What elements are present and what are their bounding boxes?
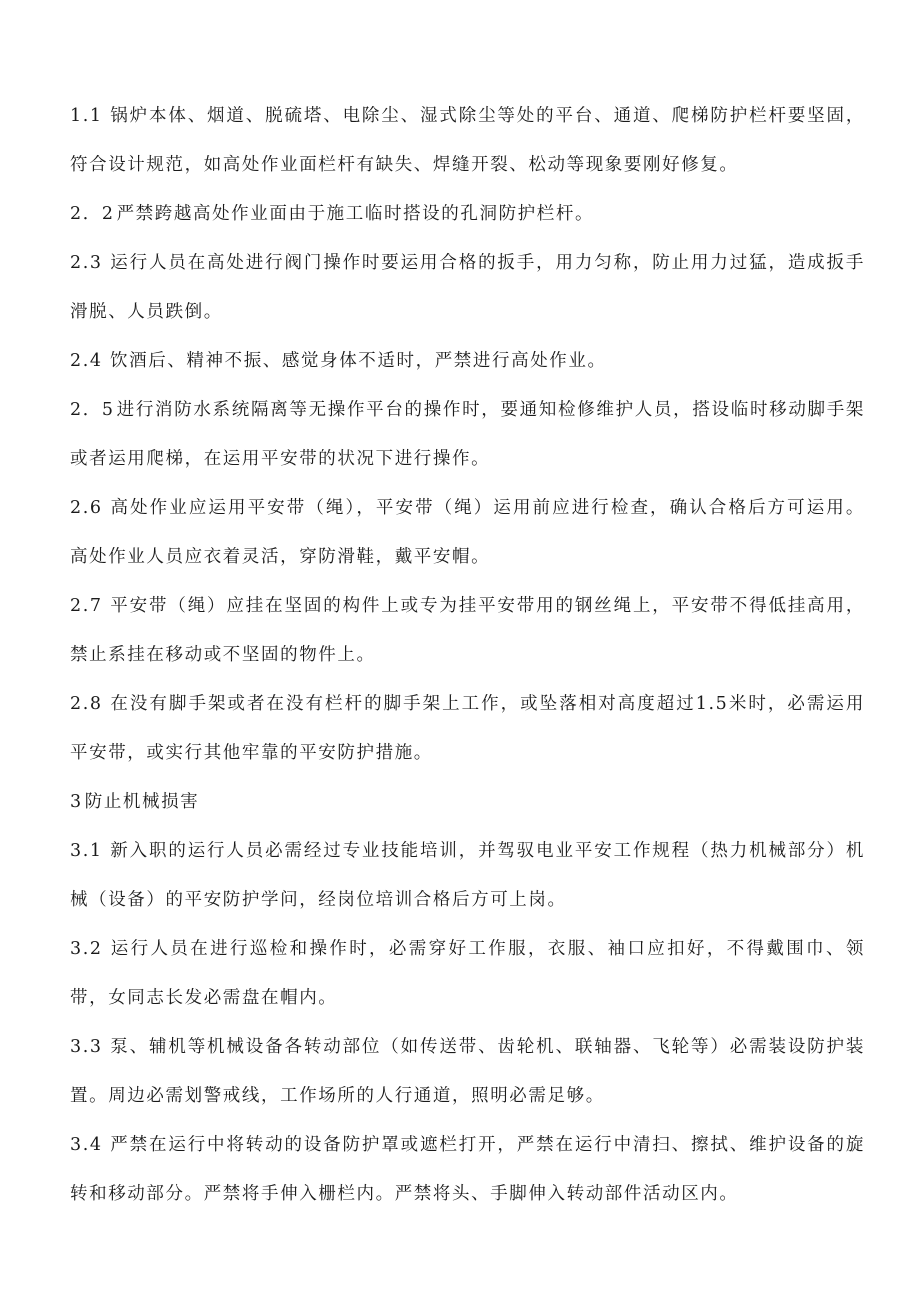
paragraph-text: 饮酒后、精神不振、感觉身体不适时，严禁进行高处作业。: [110, 351, 607, 371]
paragraph-text: 严禁跨越高处作业面由于施工临时搭设的孔洞防护栏杆。: [116, 204, 595, 224]
section-number: 3.1: [70, 841, 103, 861]
section-number: 2.4: [70, 351, 103, 371]
paragraph-2-4: [70, 337, 865, 386]
paragraph-2-6: [70, 484, 865, 582]
section-number: 2.3: [70, 253, 103, 273]
section-number: 3.3: [70, 1037, 103, 1057]
section-number: 3: [70, 792, 83, 812]
paragraph-2-8: [70, 680, 865, 778]
paragraph-text: 新入职的运行人员必需经过专业技能培训，并驾驭电业平安工作规程（热力机械部分）机械（设备）的平安防护学问，经岗位培训合格后方可上岗。: [70, 841, 865, 910]
paragraph-text: 运行人员在进行巡检和操作时，必需穿好工作服，衣服、袖口应扣好，不得戴围巾、领带，女同志长发必需盘在帽内。: [70, 939, 865, 1008]
paragraph-text: 高处作业应运用平安带（绳），平安带（绳）运用前应进行检查，确认合格后方可运用。高处作业人员应衣着灵活，穿防滑鞋，戴平安帽。: [70, 498, 865, 567]
paragraph-text: 严禁在运行中将转动的设备防护罩或遮栏打开，严禁在运行中清扫、擦拭、维护设备的旋转和移动部分。严禁将手伸入栅栏内。严禁将头、手脚伸入转动部件活动区内。: [70, 1135, 865, 1204]
paragraph-text: 锅炉本体、烟道、脱硫塔、电除尘、湿式除尘等处的平台、通道、爬梯防护栏杆要坚固，符合设计规范，如高处作业面栏杆有缺失、焊缝开裂、松动等现象要刚好修复。: [70, 106, 865, 175]
paragraph-2-5: [70, 386, 865, 484]
section-number: 1.1: [70, 106, 103, 126]
paragraph-3-4: [70, 1121, 865, 1219]
section-number: 2．5: [70, 400, 115, 420]
paragraph-1-1: [70, 92, 865, 190]
paragraph-text: 泵、辅机等机械设备各转动部位（如传送带、齿轮机、联轴器、飞轮等）必需装设防护装置。周边必需划警戒线，工作场所的人行通道，照明必需足够。: [70, 1037, 865, 1106]
paragraph-text: 平安带（绳）应挂在坚固的构件上或专为挂平安带用的钢丝绳上，平安带不得低挂高用，禁止系挂在移动或不坚固的物件上。: [70, 596, 865, 665]
paragraph-text: 进行消防水系统隔离等无操作平台的操作时，要通知检修维护人员，搭设临时移动脚手架或者运用爬梯，在运用平安带的状况下进行操作。: [70, 400, 865, 469]
paragraph-3-3: [70, 1023, 865, 1121]
paragraph-3-2: [70, 925, 865, 1023]
section-number: 2．2: [70, 204, 115, 224]
paragraph-text: 运行人员在高处进行阀门操作时要运用合格的扳手，用力匀称，防止用力过猛，造成扳手滑脱、人员跌倒。: [70, 253, 865, 322]
section-heading-text: 防止机械损害: [84, 792, 200, 812]
document-page: [70, 92, 865, 1219]
section-number: 3.2: [70, 939, 103, 959]
paragraph-text: 在没有脚手架或者在没有栏杆的脚手架上工作，或坠落相对高度超过1.5米时，必需运用平安带，或实行其他牢靠的平安防护措施。: [70, 694, 865, 763]
paragraph-2-7: [70, 582, 865, 680]
section-heading-3: [70, 778, 865, 827]
section-number: 3.4: [70, 1135, 103, 1155]
section-number: 2.8: [70, 694, 103, 714]
paragraph-2-3: [70, 239, 865, 337]
section-number: 2.6: [70, 498, 103, 518]
paragraph-2-2: [70, 190, 865, 239]
section-number: 2.7: [70, 596, 103, 616]
paragraph-3-1: [70, 827, 865, 925]
